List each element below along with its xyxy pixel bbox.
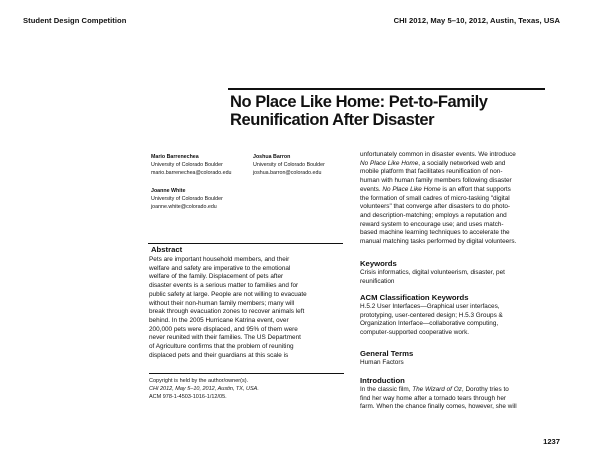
introduction-heading: Introduction <box>360 376 405 385</box>
text-line: manual matching tasks performed by digital volunteers. <box>360 238 517 246</box>
title-line-1: No Place Like Home: Pet-to-Family <box>230 93 488 111</box>
abstract-line: break through evacuation zones to recover animals left <box>149 308 305 316</box>
abstract-line: 200,000 pets were displaced, and 95% of them were <box>149 325 298 333</box>
acm-classification-section <box>360 293 550 338</box>
acm-line: prototyping, user-centered design; H.5.3 Groups & <box>360 311 503 319</box>
copyright-rule <box>149 373 344 374</box>
title-rule <box>228 88 545 90</box>
author-affiliation: University of Colorado Boulder <box>151 195 223 202</box>
author-name: Mario Barrenechea <box>151 154 199 160</box>
author-block-3 <box>151 188 223 211</box>
text-line: mobile platform that facilitates reunification of non- <box>360 168 503 176</box>
author-block-1 <box>151 154 231 177</box>
acm-heading: ACM Classification Keywords <box>360 293 469 302</box>
italic-title: No Place Like Home <box>382 185 441 193</box>
abstract-line: public safety at large. People are not willing to evacuate <box>149 290 307 298</box>
text-span: is an effort that supports <box>440 185 511 193</box>
abstract-line: welfare and safety are imperative to the emotional <box>149 264 291 272</box>
abstract-rule <box>148 243 343 244</box>
acm-line: computer-supported cooperative work. <box>360 329 470 337</box>
keywords-line: Crisis informatics, digital volunteerism, disaster, pet <box>360 269 505 276</box>
text-span: In the classic film, <box>360 386 413 393</box>
italic-title: No Place Like Home <box>360 159 419 167</box>
italic-film-title: The Wizard of Oz <box>412 386 462 393</box>
author-name: Joanne White <box>151 188 186 194</box>
general-terms-section <box>360 349 550 368</box>
running-header-right: CHI 2012, May 5–10, 2012, Austin, Texas, USA <box>393 16 560 25</box>
general-terms-heading: General Terms <box>360 349 414 358</box>
keywords-line: reunification <box>360 277 395 285</box>
introduction-line: find her way home after a tornado tears through her <box>360 394 507 402</box>
running-header-left: Student Design Competition <box>23 16 127 25</box>
title-line-2: Reunification After Disaster <box>230 111 435 129</box>
abstract-line: disaster events is a serious matter to families and for <box>149 282 299 290</box>
introduction-line <box>360 386 550 395</box>
author-affiliation: University of Colorado Boulder <box>253 161 325 168</box>
text-line: the formation of small cadres of micro-tasking "digital <box>360 194 510 202</box>
text-line: volunteers" that converge after disasters to do photo- <box>360 203 511 211</box>
abstract-line: never reunited with their families. The US Department <box>149 334 301 342</box>
abstract-heading: Abstract <box>151 245 183 254</box>
text-line <box>360 160 550 169</box>
author-email: joshua.barron@colorado.edu <box>253 169 322 176</box>
introduction-line: farm. When the chance finally comes, however, she will <box>360 403 517 411</box>
author-affiliation: University of Colorado Boulder <box>151 161 223 168</box>
abstract-line: of Agriculture confirms that the problem of reuniting <box>149 343 294 351</box>
abstract-line: without their non-human family members; many will <box>149 299 295 307</box>
keywords-section <box>360 259 550 286</box>
copyright-notice <box>149 377 345 402</box>
author-block-2 <box>253 154 325 177</box>
paper-title <box>230 93 550 129</box>
abstract-line: displaced pets and their guardians at this scale is <box>149 351 289 359</box>
author-email: mario.barrenechea@colorado.edu <box>151 169 232 176</box>
text-span: , Dorothy tries to <box>461 386 509 393</box>
abstract-line: Pets are important household members, and their <box>149 256 290 263</box>
abstract-line: welfare of the family. Displacement of pets after <box>149 273 284 281</box>
text-line: and description-matching; employs a reputation and <box>360 211 507 219</box>
text-line: reward system to encourage use; and uses match- <box>360 220 504 228</box>
introduction-section <box>360 376 550 412</box>
author-name: Joshua Barron <box>253 154 291 160</box>
conference-line: CHI 2012, May 5–10, 2012, Austin, TX, USA. <box>149 386 259 393</box>
text-line: human with human family members following disaster <box>360 177 512 185</box>
text-line <box>360 186 550 195</box>
abstract-body <box>149 256 345 360</box>
text-span: , a socially networked web and <box>418 159 506 167</box>
text-line: unfortunately common in disaster events. We introduce <box>360 151 516 158</box>
abstract-continuation <box>360 151 550 247</box>
abstract-line: behind. In the 2005 Hurricane Katrina event, over <box>149 316 289 324</box>
copyright-line: Copyright is held by the author/owner(s). <box>149 378 249 384</box>
text-span: events. <box>360 185 383 193</box>
text-line: based machine learning techniques to accelerate the <box>360 229 510 237</box>
acm-line: Organization Interface—collaborative computing, <box>360 320 499 328</box>
author-email: joanne.white@colorado.edu <box>151 203 217 210</box>
keywords-heading: Keywords <box>360 259 397 268</box>
page-number: 1237 <box>543 437 560 446</box>
acm-line: H.5.2 User Interfaces—Graphical user interfaces, <box>360 303 500 310</box>
acm-isbn-line: ACM 978-1-4503-1016-1/12/05. <box>149 394 227 401</box>
general-terms-line: Human Factors <box>360 359 404 366</box>
